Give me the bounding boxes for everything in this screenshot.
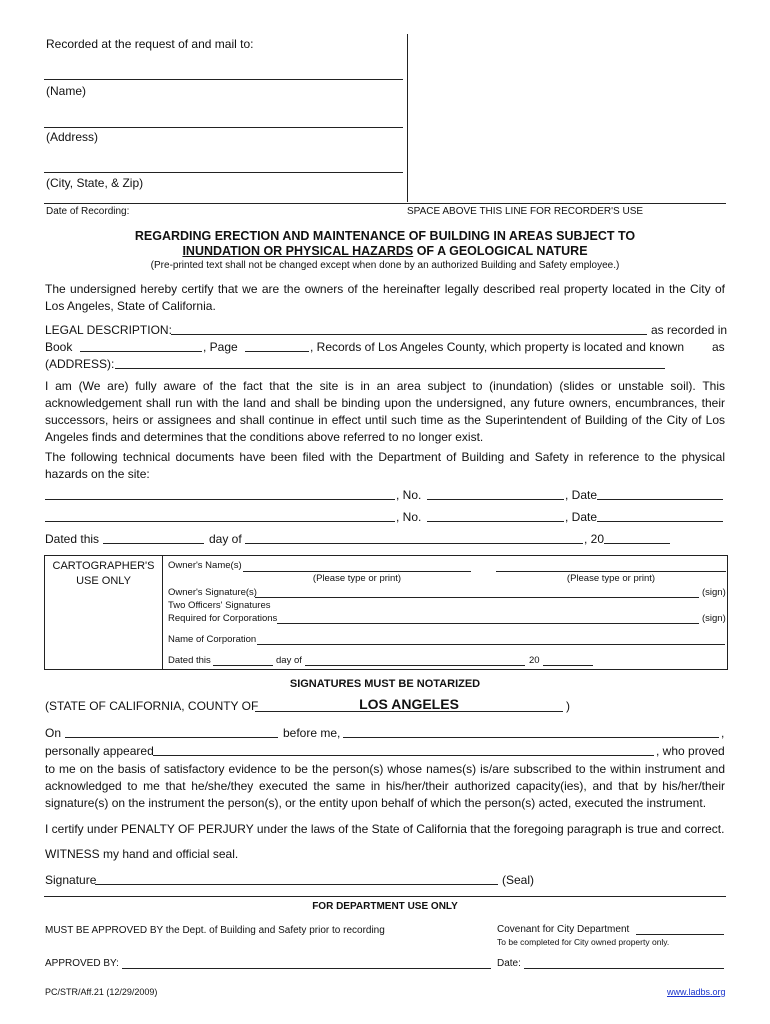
owner-box-divider <box>162 555 163 669</box>
owners-names-label: Owner's Name(s) <box>168 560 242 571</box>
page-title-underlined: INUNDATION OR PHYSICAL HAZARDS <box>182 244 414 258</box>
document-1-date-field[interactable] <box>597 487 723 500</box>
legal-description-field[interactable] <box>171 322 647 335</box>
page-title-line2 <box>44 244 726 258</box>
name-of-corporation-label: Name of Corporation <box>168 634 257 645</box>
as-label: as <box>712 340 725 354</box>
website-link[interactable]: www.ladbs.org <box>667 987 726 997</box>
covenant-field[interactable] <box>636 922 724 935</box>
before-me-label: before me, <box>283 726 341 740</box>
county-value: LOS ANGELES <box>359 696 459 712</box>
comma-20-label: , 20 <box>584 532 605 546</box>
notarized-heading: SIGNATURES MUST BE NOTARIZED <box>289 678 481 690</box>
corporation-name-field[interactable] <box>257 632 725 645</box>
document-2-date-label: , Date <box>565 510 598 524</box>
department-top-line <box>44 896 726 897</box>
book-field[interactable] <box>80 339 202 352</box>
document-2-no-field[interactable] <box>427 509 564 522</box>
recorder-divider <box>407 34 408 202</box>
cartographer-label-line1: CARTOGRAPHER'S <box>52 560 155 572</box>
dated-this-label: Dated this <box>45 532 100 546</box>
personally-appeared-label: personally appeared <box>45 744 154 758</box>
approved-by-field[interactable] <box>122 956 491 969</box>
box-twenty-label: 20 <box>529 655 540 666</box>
to-be-completed-note: To be completed for City owned property only. <box>497 937 670 947</box>
city-state-zip-label: (City, State, & Zip) <box>46 176 144 190</box>
please-type-label-2: (Please type or print) <box>566 573 656 584</box>
notary-name-field[interactable] <box>343 725 719 738</box>
approved-by-label: APPROVED BY: <box>45 958 119 969</box>
address-label: (Address) <box>46 130 99 144</box>
page-label: , Page <box>203 340 238 354</box>
document-1-no-label: , No. <box>396 488 422 502</box>
signature-label: Signature <box>45 873 97 887</box>
records-of-label: , Records of Los Angeles County, which property is located and known <box>310 340 684 354</box>
book-label: Book <box>45 340 73 354</box>
owners-signatures-label: Owner's Signature(s) <box>168 587 257 598</box>
name-line[interactable] <box>44 79 403 80</box>
address-line[interactable] <box>44 127 403 128</box>
must-be-approved-label: MUST BE APPROVED BY the Dept. of Building and Safety prior to recording <box>45 925 385 936</box>
recorder-bottom-line <box>44 203 726 204</box>
witness-statement: WITNESS my hand and official seal. <box>45 847 239 861</box>
county-close-paren: ) <box>566 699 570 713</box>
dated-year-field[interactable] <box>604 531 670 544</box>
as-recorded-in-label: as recorded in <box>651 323 728 337</box>
city-state-zip-line[interactable] <box>44 172 403 173</box>
owner-name-2-field[interactable] <box>496 559 726 572</box>
personally-appeared-field[interactable] <box>153 743 654 756</box>
please-type-label-1: (Please type or print) <box>312 573 402 584</box>
document-2-field[interactable] <box>45 509 395 522</box>
owner-signature-field[interactable] <box>255 585 699 598</box>
aware-paragraph: I am (We are) fully aware of the fact that the site is in an area subject to (inundation) (slides or unstable soil). This acknowledgement shall run with the land and shall be binding upon the undersigned, any future owners, encumbrances, their successors, heirs or assignees and shall continue in effect until such time as the Superintendent of Building of the City of Los Angeles finds and determines that the conditions above referred to no longer exist. <box>45 379 725 444</box>
document-2-date-field[interactable] <box>597 509 723 522</box>
box-dated-year-field[interactable] <box>543 653 593 666</box>
proof-paragraph: to me on the basis of satisfactory evidence to be the person(s) whose names(s) is/are subscribed to the within instrument and acknowledged to me that he/she/they executed the same in his/her/their authorized capacity(ies), and that by his/her/their signature(s) on the instrument the person(s), or the entity upon behalf of which the person(s) acted, executed the instrument. <box>45 762 725 810</box>
box-dated-this-label: Dated this <box>168 655 211 666</box>
form-id: PC/STR/Aff.21 (12/29/2009) <box>45 987 158 997</box>
certify-paragraph: The undersigned hereby certify that we are the owners of the hereinafter legally described real property located in the City of Los Angeles, State of California. <box>45 282 725 313</box>
owner-name-1-field[interactable] <box>243 559 471 572</box>
page-subtitle: (Pre-printed text shall not be changed except when done by an authorized Building and Safety employee.) <box>150 260 620 271</box>
department-heading: FOR DEPARTMENT USE ONLY <box>312 901 458 912</box>
document-1-field[interactable] <box>45 487 395 500</box>
address-field-label: (ADDRESS): <box>45 357 115 371</box>
sign-label-1: (sign) <box>702 587 726 598</box>
approval-date-field[interactable] <box>524 956 724 969</box>
document-1-date-label: , Date <box>565 488 598 502</box>
document-2-no-label: , No. <box>396 510 422 524</box>
two-officers-label: Two Officers' Signatures <box>168 600 271 611</box>
documents-paragraph: The following technical documents have been filed with the Department of Building and Safety in reference to the physical hazards on the site: <box>45 450 725 481</box>
page-title-rest: OF A GEOLOGICAL NATURE <box>413 244 588 258</box>
recorded-at-label: Recorded at the request of and mail to: <box>46 37 254 51</box>
dated-day-field[interactable] <box>103 531 204 544</box>
page-field[interactable] <box>245 339 309 352</box>
approval-date-label: Date: <box>497 958 521 969</box>
box-day-of-label: day of <box>276 655 302 666</box>
date-of-recording-label: Date of Recording: <box>46 206 130 217</box>
property-address-field[interactable] <box>115 356 665 369</box>
notary-date-field[interactable] <box>65 725 278 738</box>
before-me-comma: , <box>721 726 725 740</box>
covenant-label: Covenant for City Department <box>497 924 630 935</box>
legal-description-label: LEGAL DESCRIPTION: <box>45 323 172 337</box>
state-of-california-label: (STATE OF CALIFORNIA, COUNTY OF <box>45 699 259 713</box>
officers-signature-field[interactable] <box>277 611 699 624</box>
dated-month-field[interactable] <box>245 531 583 544</box>
box-dated-day-field[interactable] <box>213 653 273 666</box>
document-1-no-field[interactable] <box>427 487 564 500</box>
perjury-statement: I certify under PENALTY OF PERJURY under the laws of the State of California that the foregoing paragraph is true and correct. <box>45 822 725 836</box>
who-proved-label: , who proved <box>656 744 725 758</box>
on-label: On <box>45 726 62 740</box>
required-for-corps-label: Required for Corporations <box>168 613 278 624</box>
page-title-line1: REGARDING ERECTION AND MAINTENANCE OF BUILDING IN AREAS SUBJECT TO <box>134 229 636 243</box>
space-above-label: SPACE ABOVE THIS LINE FOR RECORDER'S USE <box>407 206 644 217</box>
cartographer-label-line2: USE ONLY <box>76 575 131 587</box>
name-label: (Name) <box>46 84 87 98</box>
notary-signature-field[interactable] <box>95 872 498 885</box>
box-dated-month-field[interactable] <box>305 653 525 666</box>
sign-label-2: (sign) <box>702 613 726 624</box>
seal-label: (Seal) <box>502 873 535 887</box>
day-of-label: day of <box>209 532 242 546</box>
